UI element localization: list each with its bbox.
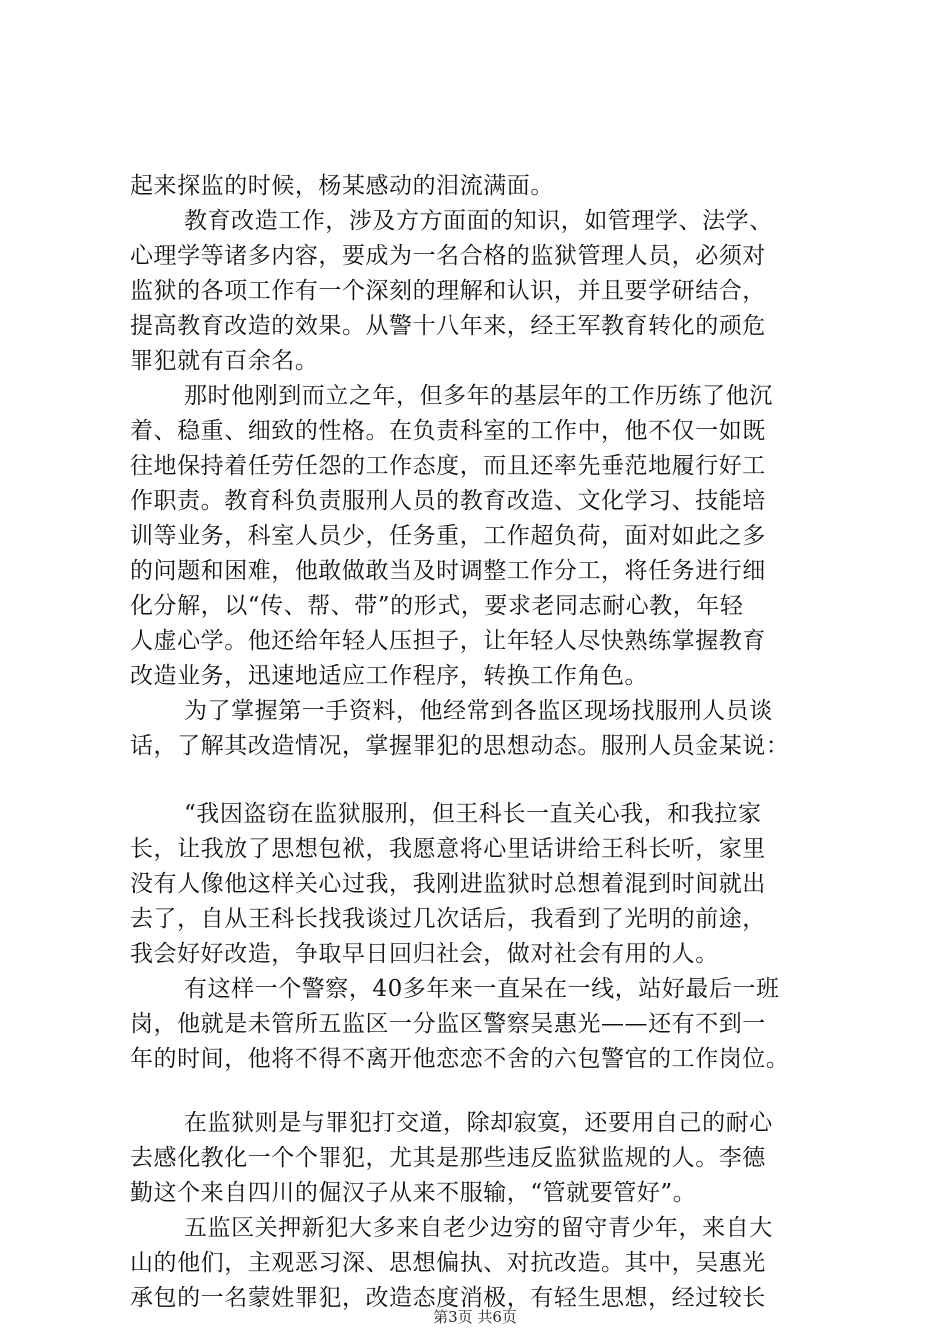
text-line: 往地保持着任劳任怨的工作态度，而且还率先垂范地履行好工 [130,453,766,479]
text-line: 没有人像他这样关心过我，我刚进监狱时总想着混到时间就出 [130,871,766,897]
text-line: 山的他们，主观恶习深、思想偏执、对抗改造。其中，吴惠光 [130,1250,766,1276]
paragraph-start-line: 在监狱则是与罪犯打交道，除却寂寞，还要用自己的耐心 [184,1110,773,1136]
text-line: 作职责。教育科负责服刑人员的教育改造、文化学习、技能培 [130,488,766,514]
text-line: 改造业务，迅速地适应工作程序，转换工作角色。 [130,663,649,689]
text-line: 心理学等诸多内容，要成为一名合格的监狱管理人员，必须对 [130,243,766,269]
text-line: 着、稳重、细致的性格。在负责科室的工作中，他不仅一如既 [130,418,766,444]
text-line: 化分解，以“传、帮、带”的形式，要求老同志耐心教，年轻 [130,593,744,619]
paragraph-start-line: 五监区关押新犯大多来自老少边穷的留守青少年，来自大 [184,1215,773,1241]
text-line: 的问题和困难，他敢做敢当及时调整工作分工，将任务进行细 [130,558,766,584]
text-line: 去感化教化一个个罪犯，尤其是那些违反监狱监规的人。李德 [130,1145,766,1171]
text-line: 岗，他就是未管所五监区一分监区警察吴惠光——还有不到一 [130,1011,766,1037]
text-line: 去了，自从王科长找我谈过几次话后，我看到了光明的前途， [130,906,766,932]
paragraph-start-line: 有这样一个警察，40多年来一直呆在一线，站好最后一班 [184,976,780,1002]
text-line: 训等业务，科室人员少，任务重，工作超负荷，面对如此之多 [130,523,766,549]
text-line: 长，让我放了思想包袱，我愿意将心里话讲给王科长听，家里 [130,836,766,862]
text-line: 承包的一名蒙姓罪犯，改造态度消极，有轻生思想，经过较长 [130,1285,766,1311]
text-line: 监狱的各项工作有一个深刻的理解和认识，并且要学研结合， [130,278,766,304]
paragraph-start-line: “我因盗窃在监狱服刑，但王科长一直关心我，和我拉家 [184,801,762,827]
text-line: 我会好好改造，争取早日回归社会，做对社会有用的人。 [130,941,719,967]
text-line: 罪犯就有百余名。 [130,348,319,374]
text-line: 勤这个来自四川的倔汉子从来不服输，“管就要管好”。 [130,1180,697,1206]
text-line: 人虚心学。他还给年轻人压担子，让年轻人尽快熟练掌握教育 [130,628,766,654]
text-line: 年的时间，他将不得不离开他恋恋不舍的六包警官的工作岗位。 [130,1046,790,1072]
text-line: 起来探监的时候，杨某感动的泪流满面。 [130,173,554,199]
text-line: 话，了解其改造情况，掌握罪犯的思想动态。服刑人员金某说： [130,733,790,759]
page-footer: 第3页 共6页 [433,1308,517,1326]
paragraph-start-line: 为了掌握第一手资料，他经常到各监区现场找服刑人员谈 [184,698,773,724]
paragraph-start-line: 教育改造工作，涉及方方面面的知识，如管理学、法学、 [184,208,773,234]
text-line: 提高教育改造的效果。从警十八年来，经王军教育转化的顽危 [130,313,766,339]
paragraph-start-line: 那时他刚到而立之年，但多年的基层年的工作历练了他沉 [184,383,773,409]
